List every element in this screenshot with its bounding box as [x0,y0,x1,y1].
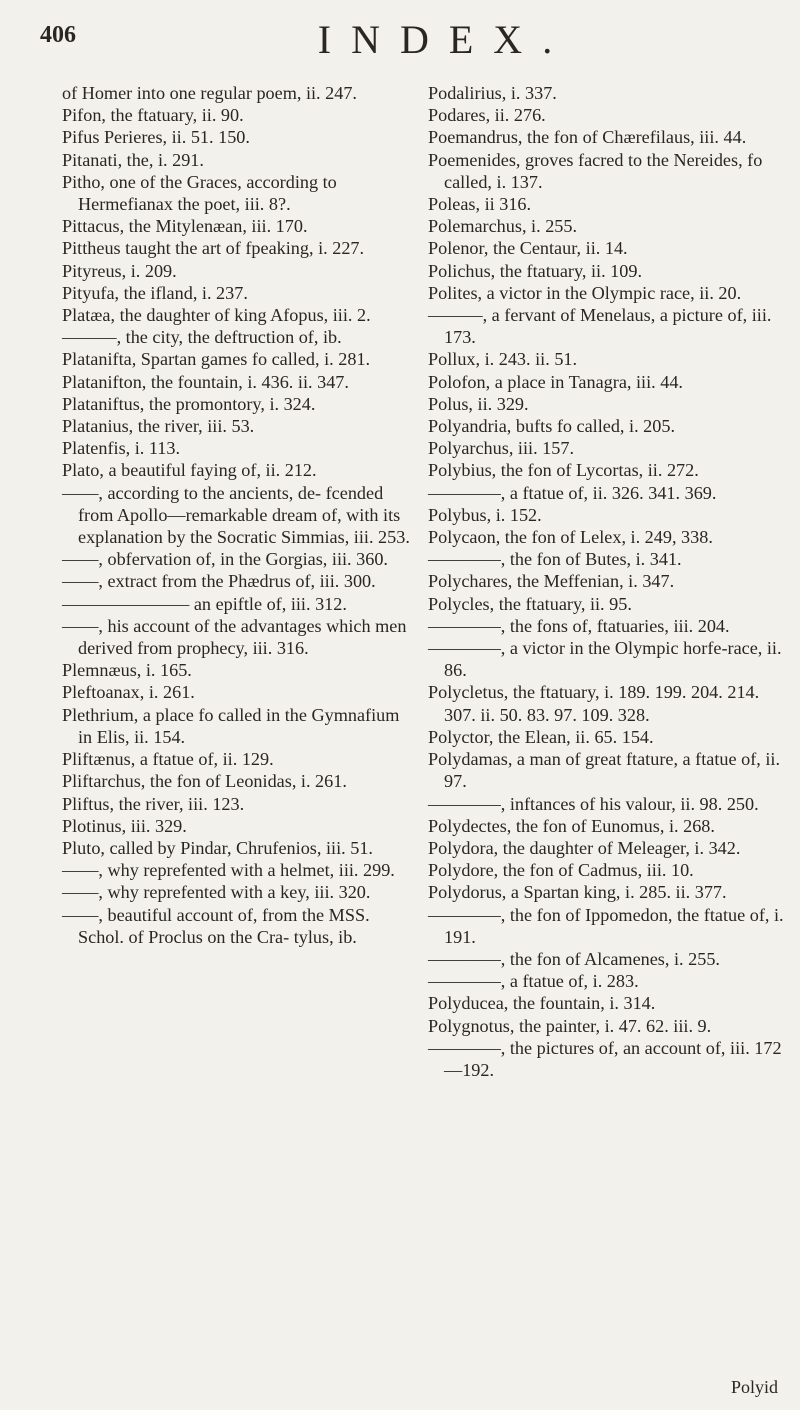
index-entry: Plataniftus, the promontory, i. 324. [62,393,316,414]
index-entry: Pliftus, the river, iii. 123. [62,793,245,814]
index-entry: Pityufa, the ifland, i. 237. [62,282,248,303]
index-entry: Plato, a beautiful faying of, ii. 212. [62,460,317,481]
index-entry: Polyctor, the Elean, ii. 65. 154. [428,726,654,747]
index-entry: Polyarchus, iii. 157. [428,438,574,459]
index-entry: Platanifton, the fountain, i. 436. ii. 347. [62,371,349,392]
index-entry: ——, according to the ancients, de- fcended from Apollo—remarkable dream of, with its explanation by the Socratic Simmias, iii. 253. [62,482,410,548]
index-entry: Polenor, the Centaur, ii. 14. [428,238,628,259]
index-entry: ———, a fervant of Menelaus, a picture of, iii. 173. [428,305,772,348]
index-entry: Plethrium, a place fo called in the Gymnafium in Elis, ii. 154. [62,704,400,747]
index-entry: Pluto, called by Pindar, Chrufenios, iii. 51. [62,837,373,858]
index-entry: Polyducea, the fountain, i. 314. [428,993,656,1014]
index-entry: Pleftoanax, i. 261. [62,682,195,703]
index-entry: Poemandrus, the fon of Chærefilaus, iii. 44. [428,127,747,148]
index-entry: ——, extract from the Phædrus of, iii. 300. [62,571,376,592]
index-entry: Poemenides, groves facred to the Nereides, fo called, i. 137. [428,149,763,192]
index-entry: ————, the fons of, ftatuaries, iii. 204. [428,615,730,636]
index-entry: Polycles, the ftatuary, ii. 95. [428,593,632,614]
index-entry: Polychares, the Meffenian, i. 347. [428,571,675,592]
index-entry: Pifon, the ftatuary, ii. 90. [62,105,244,126]
index-entry: Polydamas, a man of great ftature, a ftatue of, ii. 97. [428,749,781,792]
index-entry: Plemnæus, i. 165. [62,660,192,681]
index-entry: Poleas, ii 316. [428,194,532,215]
index-entry: Plotinus, iii. 329. [62,815,187,836]
index-entry: Polygnotus, the painter, i. 47. 62. iii. 9. [428,1015,712,1036]
index-entry: Polybius, the fon of Lycortas, ii. 272. [428,460,699,481]
index-entry: Polycaon, the fon of Lelex, i. 249, 338. [428,527,713,548]
index-entry: Polydectes, the fon of Eunomus, i. 268. [428,815,715,836]
index-entry: Polyandria, bufts fo called, i. 205. [428,416,675,437]
index-entry: of Homer into one regular poem, ii. 247. [62,83,357,103]
index-entry: Pitanati, the, i. 291. [62,149,204,170]
catchword: Polyid [730,1377,778,1397]
running-head: INDEX. [317,17,573,62]
index-entry: Podalirius, i. 337. [428,83,557,103]
index-entry: Polichus, the ftatuary, ii. 109. [428,260,643,281]
index-entry: Polydorus, a Spartan king, i. 285. ii. 377. [428,882,727,903]
right-column [428,82,784,1081]
index-entry: ————, a ftatue of, ii. 326. 341. 369. [428,482,717,503]
index-entry: Platæa, the daughter of king Afopus, iii. 2. [62,305,371,326]
index-entry: Platenfis, i. 113. [62,438,181,459]
index-entry: ————, the fon of Alcamenes, i. 255. [428,948,720,969]
index-entry: Polofon, a place in Tanagra, iii. 44. [428,371,683,392]
index-entry: Podares, ii. 276. [428,105,546,126]
index-entry: ——, obfervation of, in the Gorgias, iii. 360. [62,549,388,570]
index-entry: Polemarchus, i. 255. [428,216,578,237]
index-entry: Polybus, i. 152. [428,504,542,525]
index-entry: Pitho, one of the Graces, according to Hermefianax the poet, iii. 8?. [62,171,337,215]
index-entry: Polus, ii. 329. [428,393,529,414]
index-entry: Polydore, the fon of Cadmus, iii. 10. [428,860,694,881]
index-entry: ——, beautiful account of, from the MSS. Schol. of Proclus on the Cra- tylus, ib. [62,904,370,947]
index-entry: ———, the city, the deftruction of, ib. [62,327,342,348]
index-entry: Platanifta, Spartan games fo called, i. 281. [62,349,371,370]
index-entry: Platanius, the river, iii. 53. [62,416,255,437]
index-entry: Pittacus, the Mitylenæan, iii. 170. [62,216,308,237]
index-entry: ——————— an epiftle of, iii. 312. [62,593,347,614]
index-entry: Pityreus, i. 209. [62,260,177,281]
index-entry: Pliftarchus, the fon of Leonidas, i. 261. [62,771,347,792]
index-entry: Pifus Perieres, ii. 51. 150. [62,127,250,148]
index-entry: ————, the pictures of, an account of, iii. 172—192. [428,1037,782,1080]
index-entry: Pollux, i. 243. ii. 51. [428,349,578,370]
index-entry: ——, why reprefented with a helmet, iii. 299. [62,860,395,881]
index-entry: Pliftænus, a ftatue of, ii. 129. [62,749,274,770]
index-entry: ————, inftances of his valour, ii. 98. 250. [428,793,759,814]
index-entry: ————, the fon of Butes, i. 341. [428,549,682,570]
index-entry: ————, the fon of Ippomedon, the ftatue of, i. 191. [428,904,784,947]
index-entry: Polites, a victor in the Olympic race, ii. 20. [428,282,742,303]
index-entry: Polycletus, the ftatuary, i. 189. 199. 204. 214. 307. ii. 50. 83. 97. 109. 328. [428,682,760,725]
index-entry: ——, why reprefented with a key, iii. 320. [62,882,371,903]
index-entry: Pittheus taught the art of fpeaking, i. 227. [62,238,365,259]
index-entry: Polydora, the daughter of Meleager, i. 342. [428,837,741,858]
index-entry: ——, his account of the advantages which men derived from prophecy, iii. 316. [62,615,407,659]
page-number: 406 [40,22,76,48]
left-column [62,82,412,948]
index-entry: ————, a victor in the Olympic horfe-race, ii. 86. [428,638,782,681]
index-entry: ————, a ftatue of, i. 283. [428,971,639,992]
